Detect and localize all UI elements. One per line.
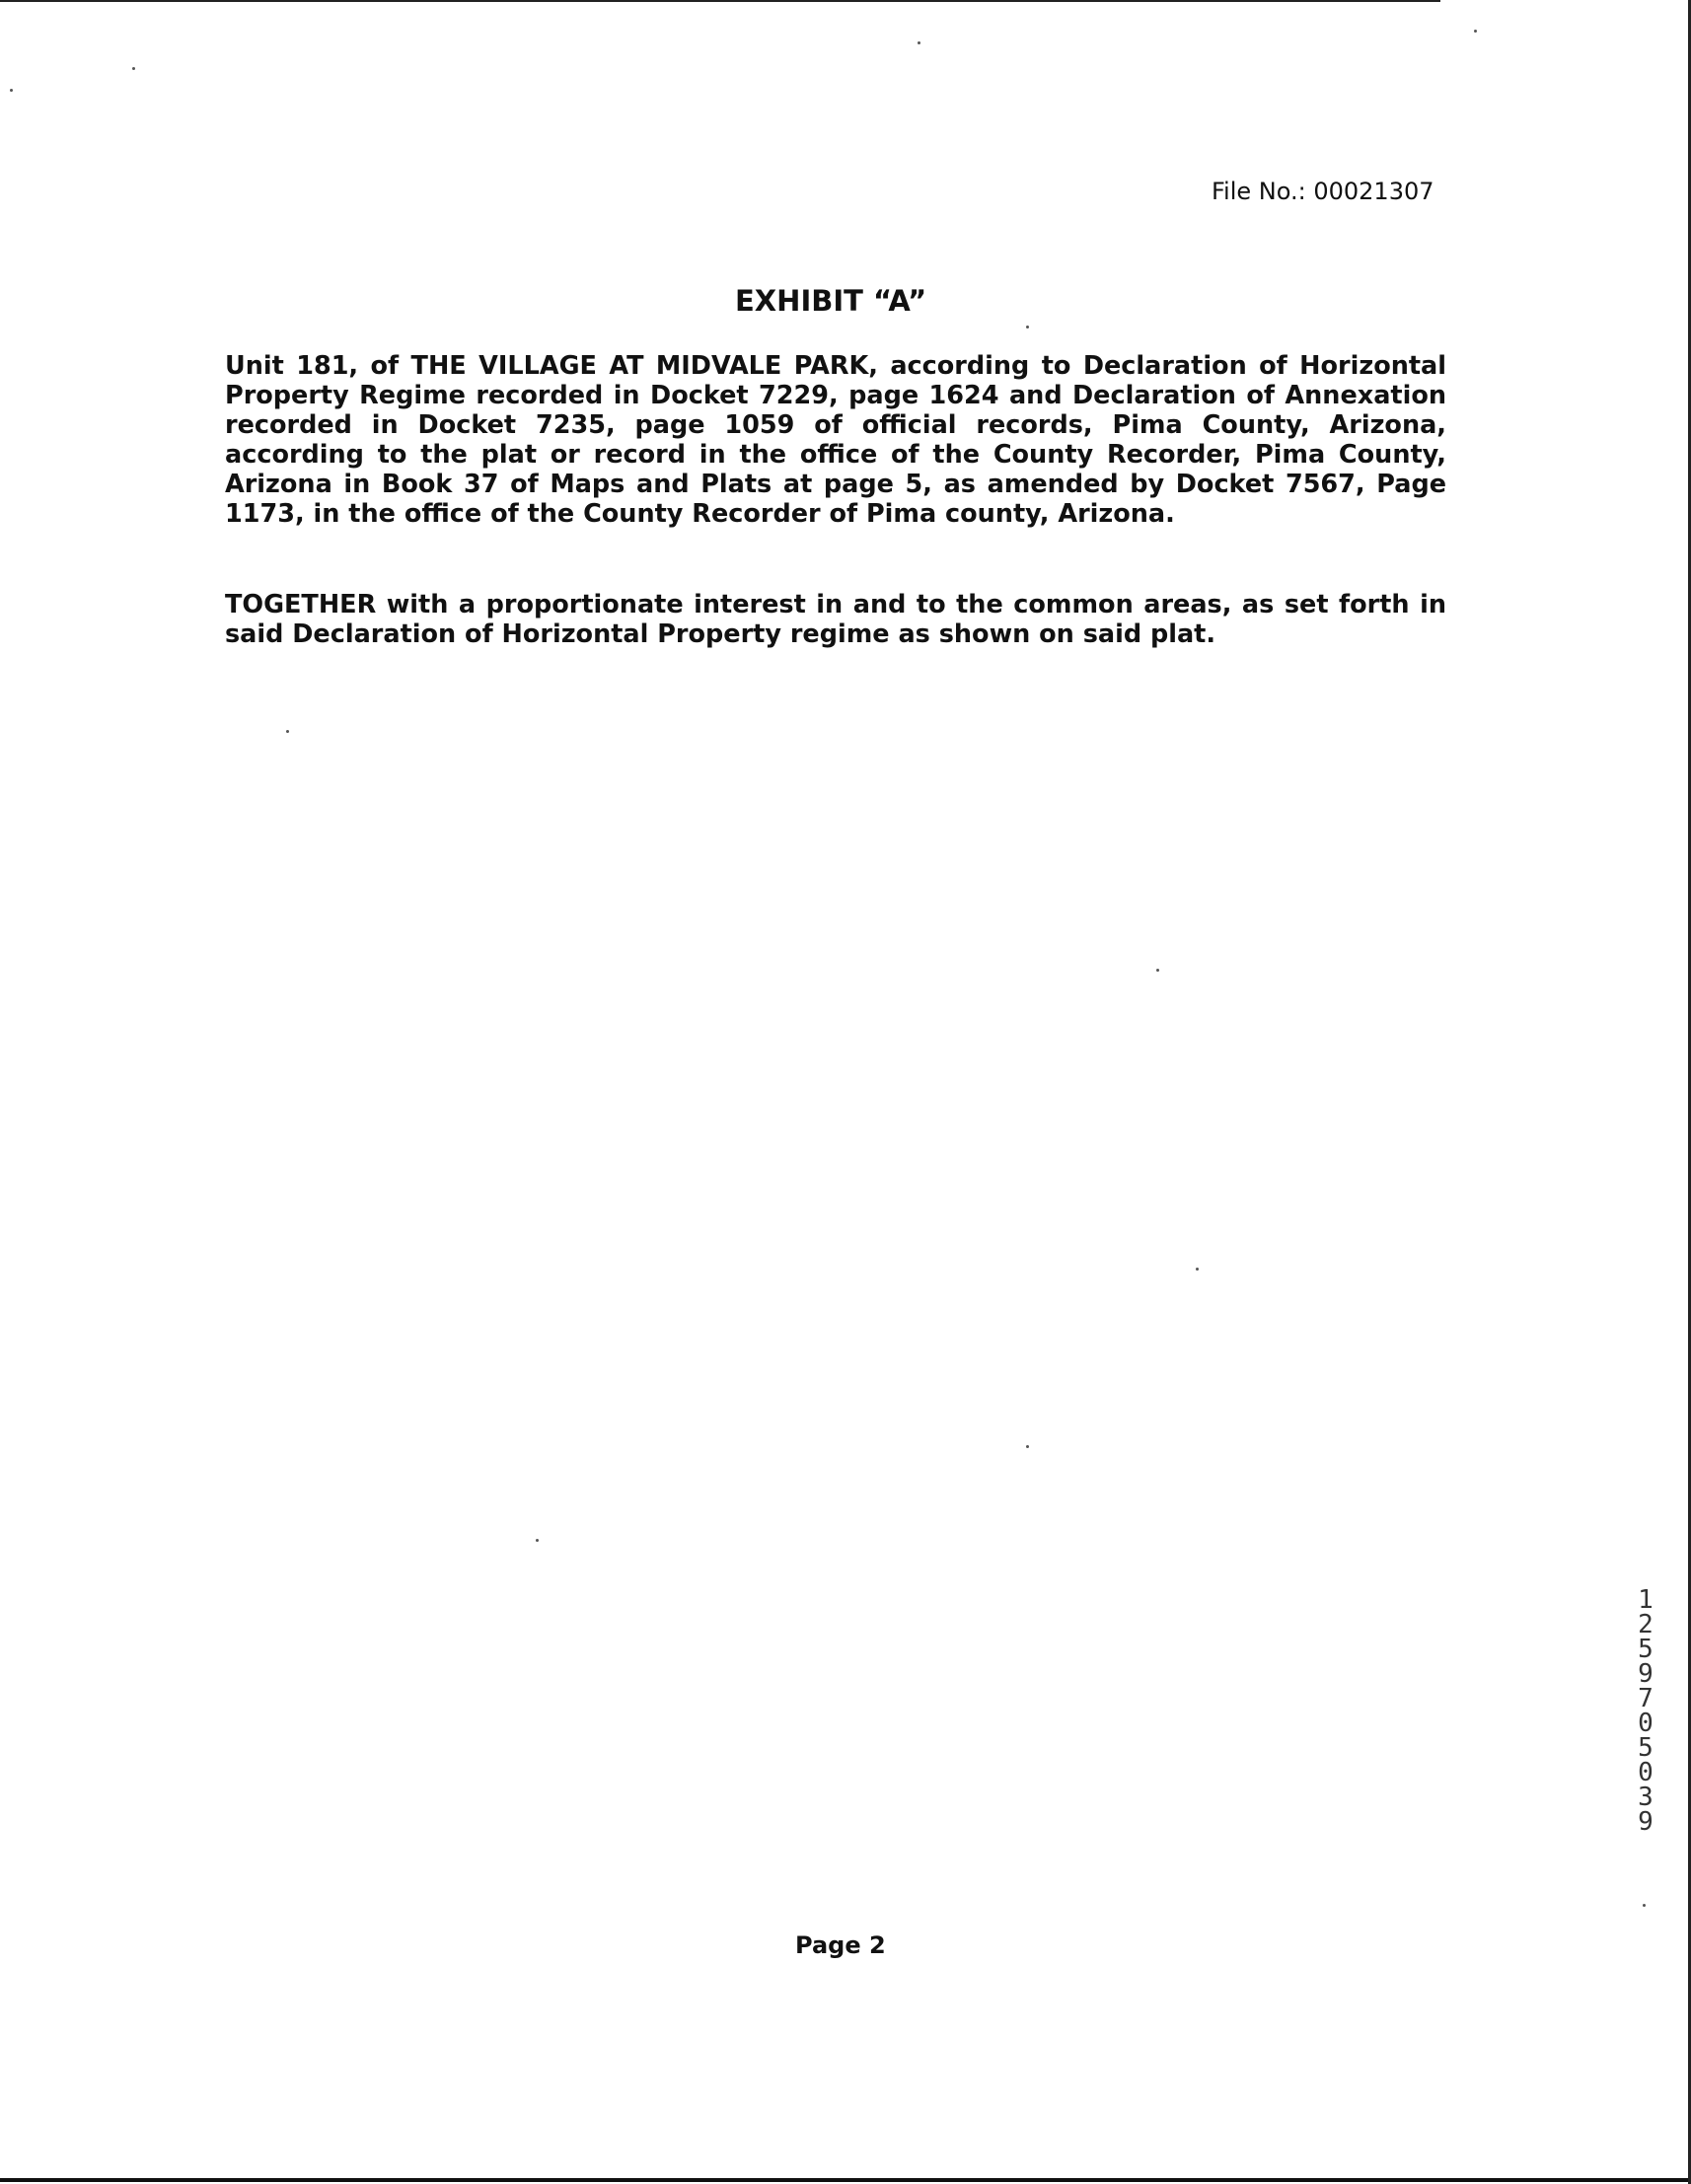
exhibit-title: EXHIBIT “A” — [735, 284, 927, 318]
scan-speck — [1643, 1904, 1646, 1907]
scan-speck — [1156, 969, 1159, 972]
legal-description-paragraph: Unit 181, of THE VILLAGE AT MIDVALE PARK, according to Declaration of Horizontal Property Regime recorded in Docket 7229, page 1624 and Declaration of Annexation recorded in Docket 7235, page 1059 of official records, Pima County, Arizona, according to the plat or record in the office of the County Recorder, Pima County, Arizona in Book 37 of Maps and Plats at page 5, as amended by Docket 7567, Page 1173, in the office of the County Recorder of Pima county, Arizona. — [225, 351, 1446, 529]
recording-stamp: 12597 05039 — [1638, 1585, 1654, 1837]
scan-speck — [536, 1539, 539, 1542]
scan-speck — [286, 730, 289, 733]
scan-speck — [1474, 30, 1477, 33]
scan-edge-bottom — [0, 2178, 1691, 2182]
scan-speck — [10, 89, 13, 92]
scan-speck — [1196, 1268, 1199, 1271]
scan-speck — [132, 67, 135, 70]
scan-speck — [1026, 326, 1029, 328]
together-clause-paragraph: TOGETHER with a proportionate interest in and to the common areas, as set forth in said Declaration of Horizontal Property regime as shown on said plat. — [225, 590, 1446, 649]
scan-edge-top — [0, 0, 1440, 2]
file-number: File No.: 00021307 — [1212, 178, 1434, 205]
scan-speck — [918, 41, 920, 44]
page-number: Page 2 — [795, 1931, 886, 1959]
scan-speck — [1026, 1445, 1029, 1448]
